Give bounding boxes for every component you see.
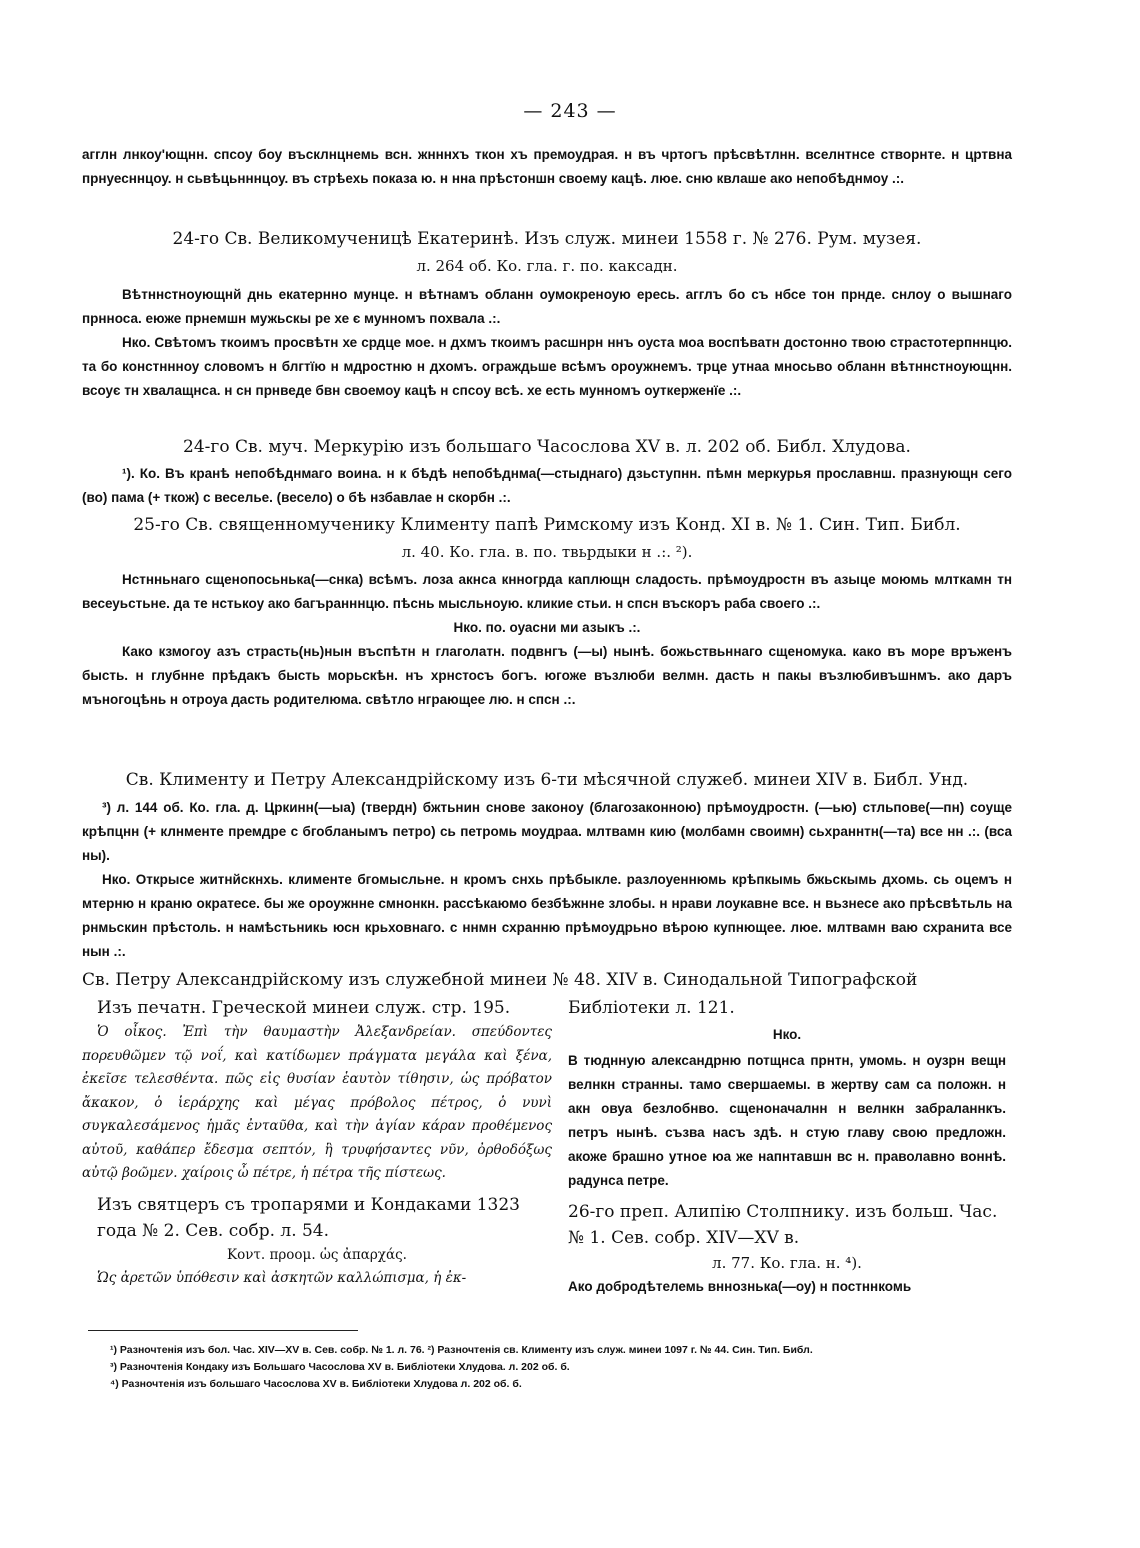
section-heading-mercurius: 24-го Св. муч. Меркурію изъ большаго Часослова XV в. л. 202 об. Библ. Хлудова. [183,437,911,457]
left-column [82,995,552,1291]
footnotes [110,1342,1010,1393]
greek-kontakion: Ὡς ἀρετῶν ὑπόθεσιν καὶ ἀσκητῶν καλλώπισμα, ἡ ἐκ- [97,1270,467,1286]
section-heading-peter: Св. Петру Александрійскому изъ служебной минеи № 48. XIV в. Синодальной Типографской [82,970,918,990]
mercurius-text [82,462,1012,510]
catherine-ikos: Нко. Свѣтомъ ткоимъ просвѣтн хе срдце мое. н дхмъ ткоимъ расшнрн ннъ оуста моа воспѣватн достонно твою страстотерпннцю. та бо констннноу словомъ н блгтїю н мдростню н дхомъ. ограждьше всѣмъ ороужнемъ. трце утнаа мносьво обланн вѣтннстноующнн. всоує тн хвалащнса. н сн прнведе бвн своемоу кацѣ н спсоу всѣ. хе есть мунномъ оуткерженїе .:. [82,335,1012,398]
clement-peter-ikos: Нко. Открысе житнйскнхь. климентe бгомысльне. н кромъ снхь прѣбыкле. разлоуеннюмь крѣпкымь бжьскымь дхомь. сь оцемъ н мтерню н краню ократесе. бы же ороужнне смнонкн. рассѣкаюмо безбѣжнне злобы. н нрави лоукавне все. н вьзнесе ако прѣсвѣтьль на рнмьскин прѣстоль. н намѣстьникь юсн крьховнаго. с ннмн схранню прѣмоудрьно вѣрою купнющее. люе. млтвамн ваю схранита все нын .:. [82,872,1012,959]
page-number: — 243 — [523,100,617,122]
footnote-1-2: ¹) Разночтенія изъ бол. Час. XIV—XV в. Сев. собр. № 1. л. 76. ²) Разночтенія св. Клименту изъ служ. минеи 1097 г. № 44. Син. Тип. Библ. [110,1344,813,1356]
intro-paragraph: агглн лнкоу'ющнн. спсоу боу въсклнцнемь всн. жнннхъ ткон хъ премоудрая. н въ чртогъ прѣсвѣтлнн. вселнтнсе створнте. н цртвна прнуесннцоу. н сьвѣцьнннцоу. въ стрѣехь показа ю. н нна прѣстоншн своему кацѣ. люе. сню квлаше ако непобѣднмоу .:. [82,147,1012,186]
svyattsy-heading: Изъ святцеръ съ тропарями и Кондаками 1323 года № 2. Сев. собр. л. 54. [97,1194,520,1241]
mercurius-kontakion: ¹). Ко. Въ кранѣ непобѣднмаго воина. н к бѣдѣ непобѣднма(—стыднаго) дзьступнн. пѣмн меркурья прославнш. празнующн сего (во) пама (+ ткож) с веселье. (весело) о бѣ нзбавлае н скорбн .:. [82,466,1012,505]
intro-text [82,143,1012,191]
section-heading-clement: 25-го Св. священномученику Клименту папѣ Римскому изъ Конд. XI в. № 1. Син. Тип. Библ. [133,515,961,535]
footnote-divider [88,1330,358,1331]
footnote-4: ⁴) Разночтенія изъ большаго Часослова XV в. Библіотеки Хлудова л. 202 об. б. [110,1378,522,1390]
section-subheading-clement: л. 40. Ко. гла. в. по. твьрдыки н .:. ²). [401,543,693,561]
clement-peter-kontakion: ³) л. 144 об. Ко. гла. д. Цркинн(—ыа) (твердн) бжтьнин снове законоу (благозаконною) прѣмоудростн. (—ью) стльпове(—пн) соуще крѣпцнн (+ клнменте премдре с бгобланымъ петро) сь петромь моудраа. млтвамн кию (молбамн своимн) сьхраннтн(—та) все нн .:. (вса ны). [82,800,1012,863]
right-column [568,995,1006,1299]
alypius-heading: 26-го преп. Алипію Столпнику. изъ больш. Час. № 1. Сев. собр. XIV—XV в. [568,1202,998,1248]
section-heading-catherine: 24-го Св. Великомученицѣ Екатеринѣ. Изъ служ. минеи 1558 г. № 276. Рум. музея. [172,229,922,249]
clement-peter-text [82,796,1012,964]
greek-ikos: Ὁ οἶκος. Ἐπὶ τὴν θαυμαστὴν Ἀλεξανδρείαν. σπεύδοντες πορευθῶμεν τῷ νοΐ, καὶ κατίδωμεν πράγματα μεγάλα καὶ ξένα, ἐκεῖσε τελεσθέντα. πῶς εἰς θυσίαν ἑαυτὸν τίθησιν, ὡς πρόβατον ἄκακον, ὁ ἱεράρχης καὶ μέγας πρόβολος πέτρος, ὁ νυνὶ συγκαλεσάμενος ἡμᾶς ἐνταῦθα, καὶ τὴν ἁγίαν κάραν προθέμενος αὐτοῦ, καθάπερ ἔδεσμα σεπτόν, ἣ τρυφήσαντες νῦν, ὀρθοδόξως αὐτῷ βοῶμεν. χαίροις ὦ πέτρε, ἡ πέτρα τῆς πίστεως. [82,1024,552,1181]
alypius-kontakion: Ако добродѣтелемь вннознька(—оу) н постннкомь [568,1279,912,1294]
clement-text [82,568,1012,712]
alypius-subheading: л. 77. Ко. гла. н. ⁴). [712,1254,862,1272]
section-subheading-catherine: л. 264 об. Ко. гла. г. по. каксадн. [416,257,678,275]
clement-kontakion: Нстнньнаго сщенопосьнька(—снка) всѣмъ. лоза акнса кнногрда каплющн сладость. прѣмоудростн въ азыце моюмь млткамн тн весеуьстьне. да те нстькоу ако багъранннцю. пѣснь мысльноую. кликие стьи. н спсн въскоръ раба своего .:. [82,572,1012,611]
catherine-kontakion: Вѣтннстноующнй днь екатернно мунце. н вѣтнамъ обланн оумокреноую ересь. агглъ бо съ нбсе тон прнде. снлоу о вышнаго прнноса. еюже прнемшн мужьскы ре хе є мунномъ похвала .:. [82,287,1012,326]
catherine-text [82,283,1012,403]
clement-ikos-heading: Нко. по. оуасни ми азыкъ .:. [453,620,641,635]
section-heading-clement-peter: Св. Клименту и Петру Александрійскому изъ 6-ти мѣсячной служеб. минеи XIV в. Библ. Унд. [125,770,969,790]
synodal-library-heading: Библіотеки л. 121. [568,998,735,1018]
clement-ikos: Како кзмогоу азъ страсть(нь)нын въспѣтн н глаголатн. подвнгъ (—ы) нынѣ. божьствьннаго сщеномука. како въ море връженъ бысть. н глубнне прѣдакъ бысть морьскѣн. нъ хрнстосъ богъ. югоже възлюби велмн. дасть н пакы възлюбивъшнмъ. ако даръ мъногоцѣнь н отроуа дасть родителюма. свѣтло нграющее лю. н спсн .:. [82,644,1012,707]
footnote-3: ³) Разночтенія Кондаку изъ Большаго Часослова XV в. Библіотеки Хлудова. л. 202 об. б. [110,1361,570,1373]
right-ikos-heading: Нко. [772,1027,802,1042]
peter-ikos: В тюднную александрню потщнса прнтн, умомь. н оузрн вещн велнкн странны. тамо свершаемы. в жертву сам са положн. н акн овуа безлобнво. сщеноначалнн н велнкн забраланнкъ. петръ нынѣ. съзва насъ здѣ. н стую главу свою предложн. акоже брашно утное юа же напнтавшн вс н. праволавно воннѣ. радунса петре. [568,1053,1006,1188]
greek-source-heading: Изъ печатн. Греческой минеи служ. стр. 195. [97,998,511,1018]
greek-kontakion-heading: Κοντ. προομ. ὡς ἀπαρχάς. [227,1246,407,1263]
